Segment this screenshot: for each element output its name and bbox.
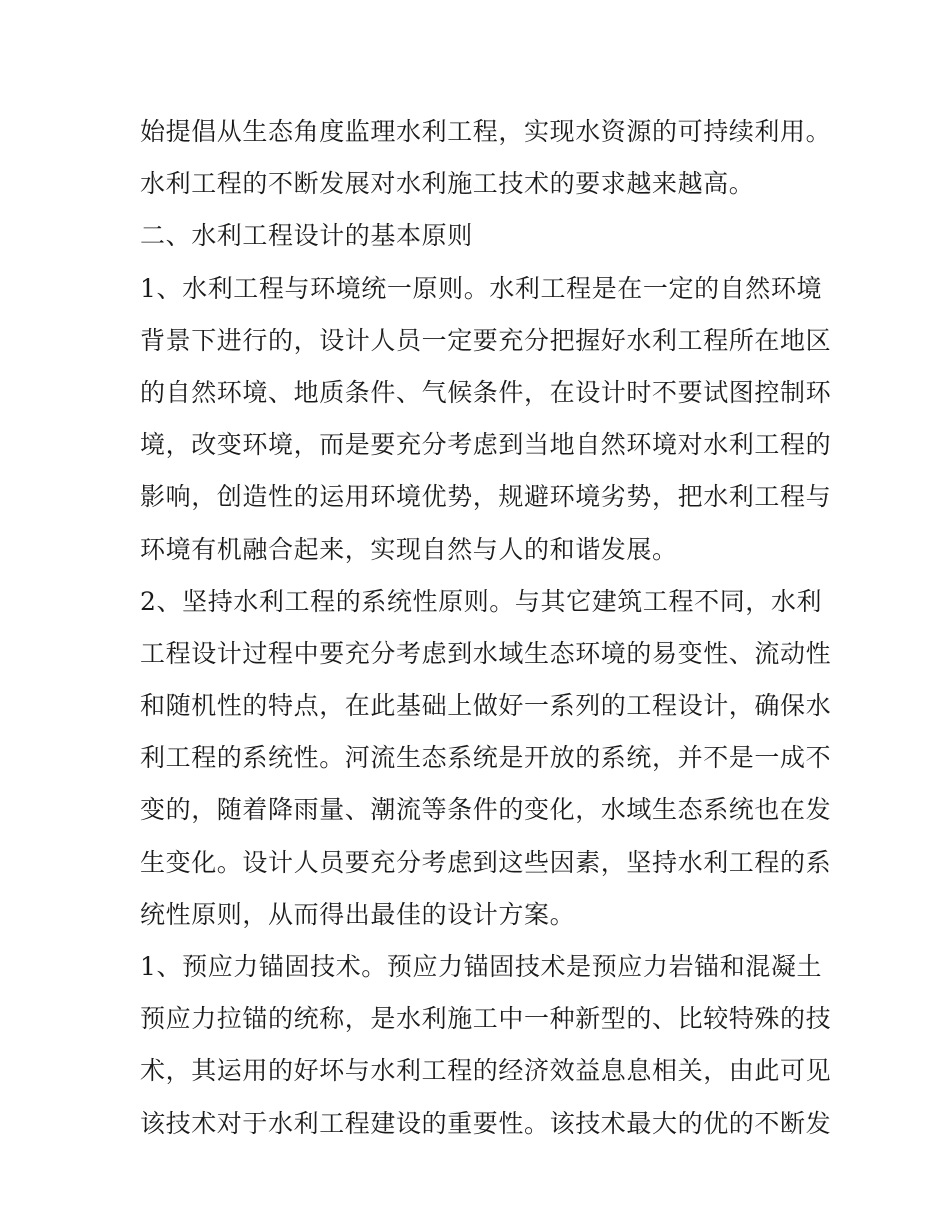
text-line: 始提倡从生态角度监理水利工程，实现水资源的可持续利用。 <box>140 117 832 146</box>
text-line: 水利工程的不断发展对水利施工技术的要求越来越高。 <box>140 169 755 199</box>
text-line: 工程设计过程中要充分考虑到水域生态环境的易变性、流动性 <box>140 638 832 668</box>
text-line: 生变化。设计人员要充分考虑到这些因素，坚持水利工程的系 <box>140 847 832 877</box>
text-line: 境，改变环境，而是要充分考虑到当地自然环境对水利工程的 <box>140 430 832 460</box>
text-line: 预应力拉锚的统称，是水利施工中一种新型的、比较特殊的技 <box>140 1004 832 1034</box>
text-line: 1、水利工程与环境统一原则。水利工程是在一定的自然环境 <box>140 273 823 303</box>
document-body <box>140 106 832 1150</box>
text-line: 影响，创造性的运用环境优势，规避环境劣势，把水利工程与 <box>140 482 832 512</box>
text-line: 变的，随着降雨量、潮流等条件的变化，水域生态系统也在发 <box>140 795 832 825</box>
text-line: 1、预应力锚固技术。预应力锚固技术是预应力岩锚和混凝土 <box>140 952 823 981</box>
section-heading: 二、水利工程设计的基本原则 <box>140 221 473 251</box>
text-line: 2、坚持水利工程的系统性原则。与其它建筑工程不同，水利 <box>140 586 823 616</box>
text-line: 术，其运用的好坏与水利工程的经济效益息息相关，由此可见 <box>140 1056 832 1086</box>
text-line: 环境有机融合起来，实现自然与人的和谐发展。 <box>140 534 678 564</box>
text-line: 的自然环境、地质条件、气候条件，在设计时不要试图控制环 <box>140 377 832 407</box>
text-line: 利工程的系统性。河流生态系统是开放的系统，并不是一成不 <box>140 743 832 773</box>
text-line: 和随机性的特点，在此基础上做好一系列的工程设计，确保水 <box>140 691 832 721</box>
text-line: 背景下进行的，设计人员一定要充分把握好水利工程所在地区 <box>140 325 832 355</box>
text-line: 统性原则，从而得出最佳的设计方案。 <box>140 899 576 929</box>
text-line: 该技术对于水利工程建设的重要性。该技术最大的优的不断发 <box>140 1108 832 1138</box>
